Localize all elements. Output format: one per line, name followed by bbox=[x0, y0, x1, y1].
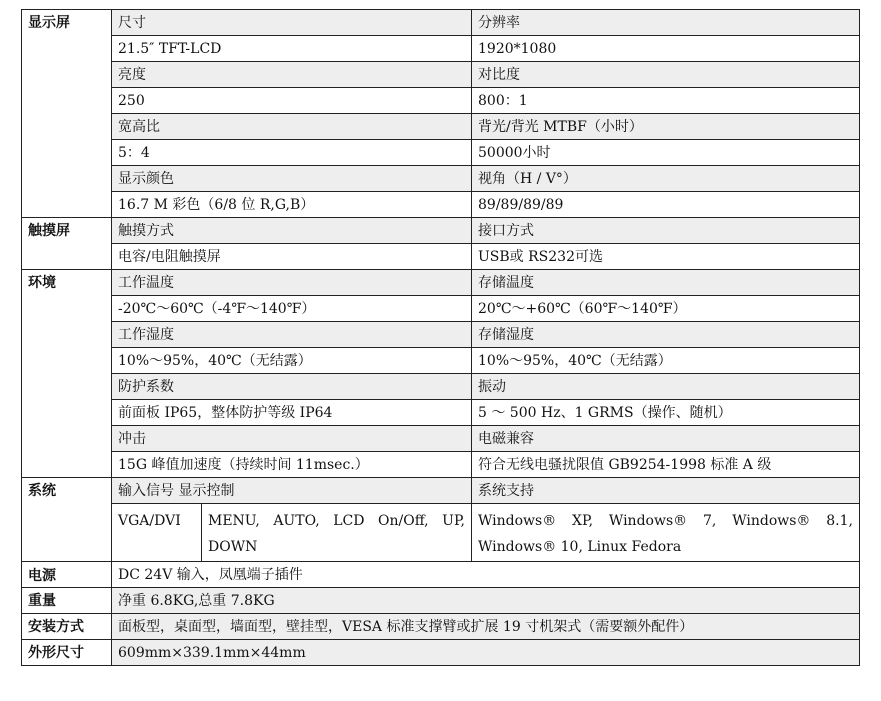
environment-row bbox=[22, 400, 860, 426]
spec-field-label: 冲击 bbox=[112, 426, 472, 452]
power-category-label: 电源 bbox=[22, 562, 112, 588]
display-row bbox=[22, 10, 860, 36]
spec-field-value: 5：4 bbox=[112, 140, 472, 166]
spec-field-value: 89/89/89/89 bbox=[472, 192, 860, 218]
environment-row bbox=[22, 374, 860, 400]
display-row bbox=[22, 36, 860, 62]
dimensions-row bbox=[22, 640, 860, 666]
spec-field-label: 存储温度 bbox=[472, 270, 860, 296]
spec-table bbox=[21, 9, 860, 666]
mounting-row bbox=[22, 614, 860, 640]
spec-field-label: 对比度 bbox=[472, 62, 860, 88]
spec-field-label: 振动 bbox=[472, 374, 860, 400]
spec-field-label: 接口方式 bbox=[472, 218, 860, 244]
dimensions-value: 609mm×339.1mm×44mm bbox=[112, 640, 860, 666]
spec-field-label: 显示颜色 bbox=[112, 166, 472, 192]
spec-field-value: 电容/电阻触摸屏 bbox=[112, 244, 472, 270]
spec-field-value: 20℃～+60℃（60℉～140℉） bbox=[472, 296, 860, 322]
power-row bbox=[22, 562, 860, 588]
environment-row bbox=[22, 270, 860, 296]
system-category-label: 系统 bbox=[22, 478, 112, 562]
spec-field-label: 工作温度 bbox=[112, 270, 472, 296]
display-row bbox=[22, 192, 860, 218]
spec-field-value: 15G 峰值加速度（持续时间 11msec.） bbox=[112, 452, 472, 478]
environment-row bbox=[22, 348, 860, 374]
spec-field-value: 1920*1080 bbox=[472, 36, 860, 62]
dimensions-category-label: 外形尺寸 bbox=[22, 640, 112, 666]
spec-field-label: 宽高比 bbox=[112, 114, 472, 140]
spec-field-value: -20℃～60℃（-4℉～140℉） bbox=[112, 296, 472, 322]
spec-field-value: 前面板 IP65，整体防护等级 IP64 bbox=[112, 400, 472, 426]
os-support-value: Windows® XP, Windows® 7, Windows® 8.1, Windows® 10, Linux Fedora bbox=[472, 504, 860, 562]
touch-row bbox=[22, 218, 860, 244]
spec-field-label: 工作湿度 bbox=[112, 322, 472, 348]
spec-body bbox=[22, 10, 860, 666]
spec-field-value: 符合无线电骚扰限值 GB9254-1998 标准 A 级 bbox=[472, 452, 860, 478]
display-row bbox=[22, 114, 860, 140]
display-control-value: MENU, AUTO, LCD On/Off, UP, DOWN bbox=[202, 504, 472, 562]
spec-field-value: 5 ～ 500 Hz、1 GRMS（操作、随机） bbox=[472, 400, 860, 426]
spec-field-label: 存储湿度 bbox=[472, 322, 860, 348]
spec-field-label: 视角（H / V°） bbox=[472, 166, 860, 192]
touch-category-label: 触摸屏 bbox=[22, 218, 112, 270]
spec-field-value: 10%～95%，40℃（无结露） bbox=[472, 348, 860, 374]
spec-field-label: 电磁兼容 bbox=[472, 426, 860, 452]
mounting-category-label: 安装方式 bbox=[22, 614, 112, 640]
touch-row bbox=[22, 244, 860, 270]
spec-field-value: USB或 RS232可选 bbox=[472, 244, 860, 270]
spec-field-value: 16.7 M 彩色（6/8 位 R,G,B） bbox=[112, 192, 472, 218]
environment-row bbox=[22, 296, 860, 322]
environment-category-label: 环境 bbox=[22, 270, 112, 478]
system-row bbox=[22, 478, 860, 504]
weight-category-label: 重量 bbox=[22, 588, 112, 614]
display-row bbox=[22, 140, 860, 166]
environment-row bbox=[22, 452, 860, 478]
spec-field-value: 250 bbox=[112, 88, 472, 114]
spec-field-label: 尺寸 bbox=[112, 10, 472, 36]
display-row bbox=[22, 166, 860, 192]
spec-field-label: 防护系数 bbox=[112, 374, 472, 400]
input-signal-value: VGA/DVI bbox=[112, 504, 202, 562]
spec-field-value: 10%～95%，40℃（无结露） bbox=[112, 348, 472, 374]
display-row bbox=[22, 88, 860, 114]
spec-field-value: 800：1 bbox=[472, 88, 860, 114]
spec-field-label: 背光/背光 MTBF（小时） bbox=[472, 114, 860, 140]
spec-field-value: 50000小时 bbox=[472, 140, 860, 166]
spec-field-label: 亮度 bbox=[112, 62, 472, 88]
weight-row bbox=[22, 588, 860, 614]
display-row bbox=[22, 62, 860, 88]
spec-field-label: 分辨率 bbox=[472, 10, 860, 36]
spec-field-label: 触摸方式 bbox=[112, 218, 472, 244]
environment-row bbox=[22, 322, 860, 348]
weight-value: 净重 6.8KG,总重 7.8KG bbox=[112, 588, 860, 614]
environment-row bbox=[22, 426, 860, 452]
display-category-label: 显示屏 bbox=[22, 10, 112, 218]
power-value: DC 24V 输入，凤凰端子插件 bbox=[112, 562, 860, 588]
system-header-right: 系统支持 bbox=[472, 478, 860, 504]
mounting-value: 面板型，桌面型，墙面型，壁挂型，VESA 标准支撑臂或扩展 19 寸机架式（需要额外配件） bbox=[112, 614, 860, 640]
system-row bbox=[22, 504, 860, 562]
spec-field-value: 21.5″ TFT-LCD bbox=[112, 36, 472, 62]
system-header-left: 输入信号 显示控制 bbox=[112, 478, 472, 504]
